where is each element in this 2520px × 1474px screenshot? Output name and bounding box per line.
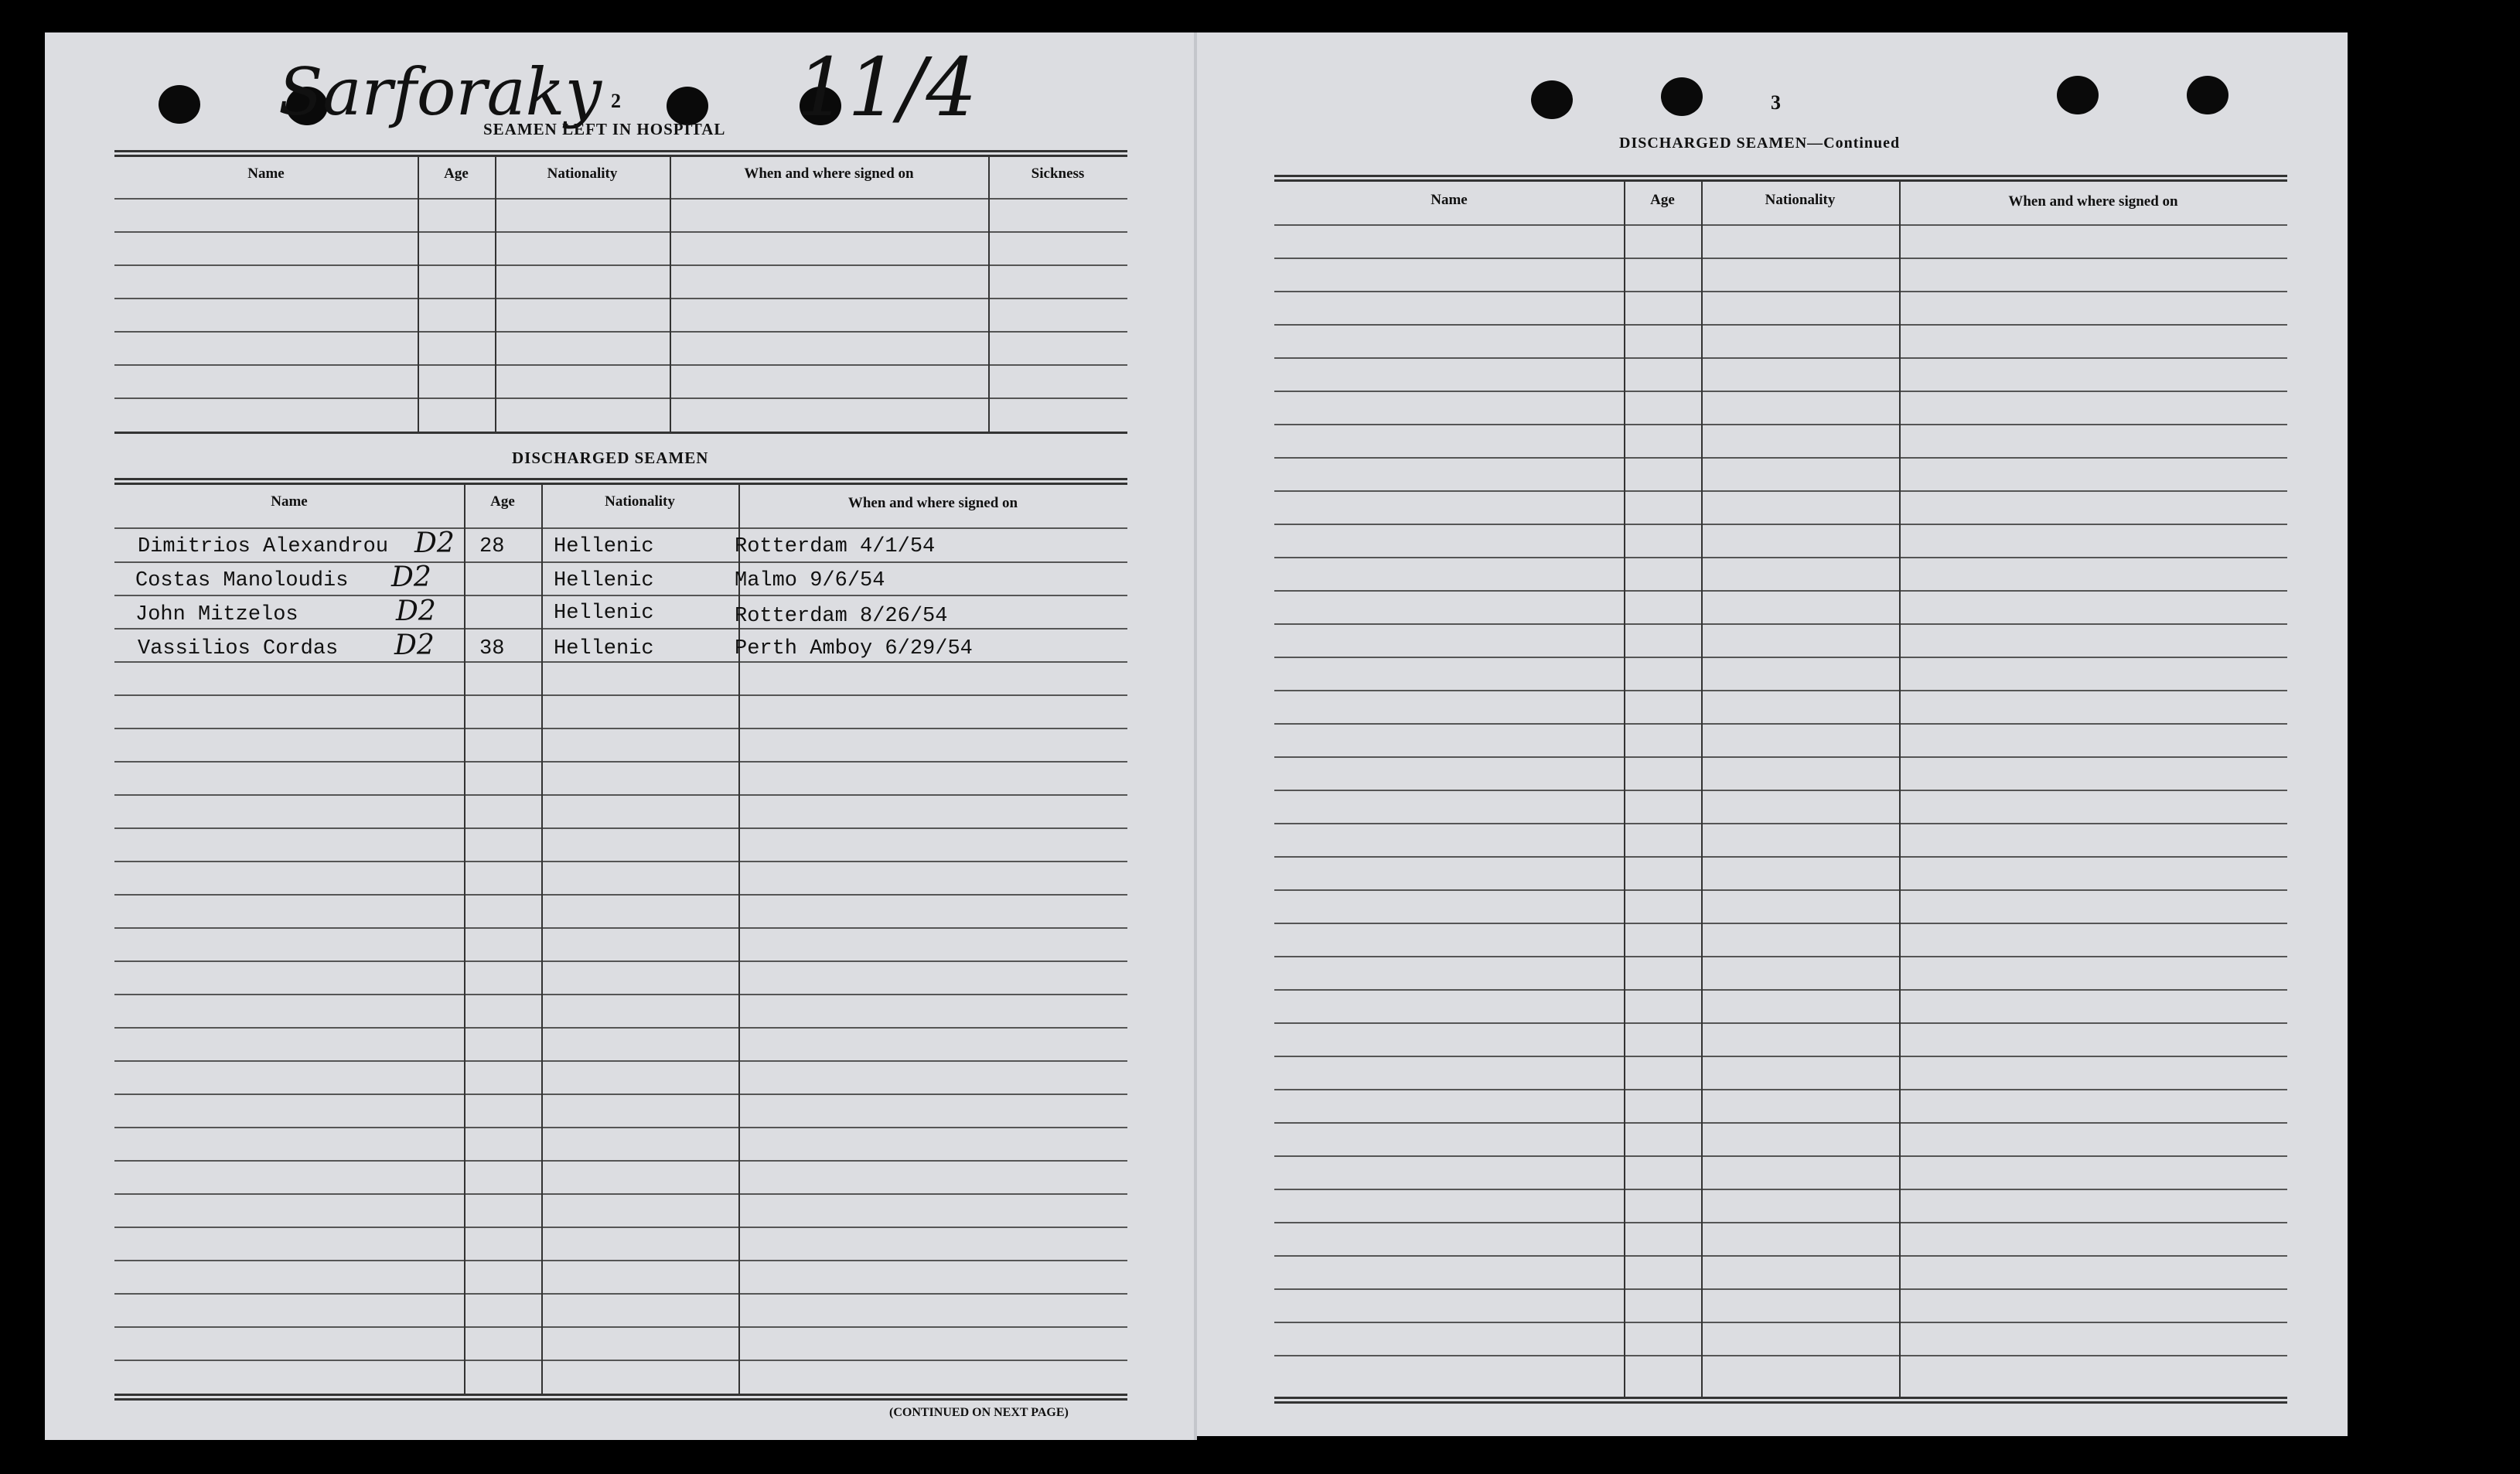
column-header: When and where signed on — [847, 495, 1018, 511]
seaman-age: 28 — [479, 535, 505, 558]
column-header: Name — [247, 165, 285, 182]
column-header: Age — [1650, 192, 1675, 208]
punch-hole — [159, 85, 200, 124]
discharge-mark: D2 — [414, 527, 455, 559]
column-header: Nationality — [1765, 192, 1836, 208]
discharge-mark: D2 — [396, 595, 436, 627]
seaman-nationality: Hellenic — [554, 637, 654, 660]
seaman-nationality: Hellenic — [554, 569, 654, 592]
handwritten-name: Sarforaky — [278, 54, 602, 130]
punch-hole — [1531, 80, 1573, 119]
right-page — [1195, 32, 2348, 1436]
seaman-signed-on: Perth Amboy 6/29/54 — [735, 637, 973, 660]
column-header: Age — [490, 493, 515, 510]
seaman-signed-on: Rotterdam 4/1/54 — [735, 535, 936, 558]
continued-note: (CONTINUED ON NEXT PAGE) — [889, 1406, 1069, 1419]
column-header: Name — [1431, 192, 1468, 208]
discharged-section-title: DISCHARGED SEAMEN — [512, 449, 709, 467]
punch-hole — [1661, 77, 1703, 116]
punch-hole — [2057, 76, 2099, 114]
column-header: Nationality — [547, 165, 618, 182]
seaman-name: John Mitzelos — [135, 603, 298, 626]
column-header: Age — [444, 165, 469, 182]
page-number: 2 — [611, 90, 621, 112]
column-header: When and where signed on — [744, 165, 914, 182]
seaman-signed-on: Rotterdam 8/26/54 — [735, 605, 948, 628]
hospital-section-title: SEAMEN LEFT IN HOSPITAL — [483, 120, 726, 138]
seaman-nationality: Hellenic — [554, 602, 654, 625]
discharge-mark: D2 — [391, 561, 431, 593]
seaman-nationality: Hellenic — [554, 535, 654, 558]
punch-hole — [2187, 76, 2228, 114]
column-header: Name — [271, 493, 308, 510]
seaman-signed-on: Malmo 9/6/54 — [735, 569, 885, 592]
seaman-name: Dimitrios Alexandrou — [138, 535, 389, 558]
discharged-continued-title: DISCHARGED SEAMEN—Continued — [1619, 135, 1901, 152]
seaman-age: 38 — [479, 637, 505, 660]
page-fold — [1194, 32, 1197, 1440]
column-header: Sickness — [1031, 165, 1085, 182]
seaman-name: Vassilios Cordas — [138, 637, 339, 660]
discharge-mark: D2 — [394, 630, 435, 661]
column-header: When and where signed on — [2008, 193, 2178, 210]
seaman-name: Costas Manoloudis — [135, 569, 349, 592]
handwritten-mark: 11/4 — [796, 40, 977, 135]
page-number: 3 — [1771, 91, 1781, 114]
left-page — [45, 32, 1195, 1440]
column-header: Nationality — [605, 493, 675, 510]
